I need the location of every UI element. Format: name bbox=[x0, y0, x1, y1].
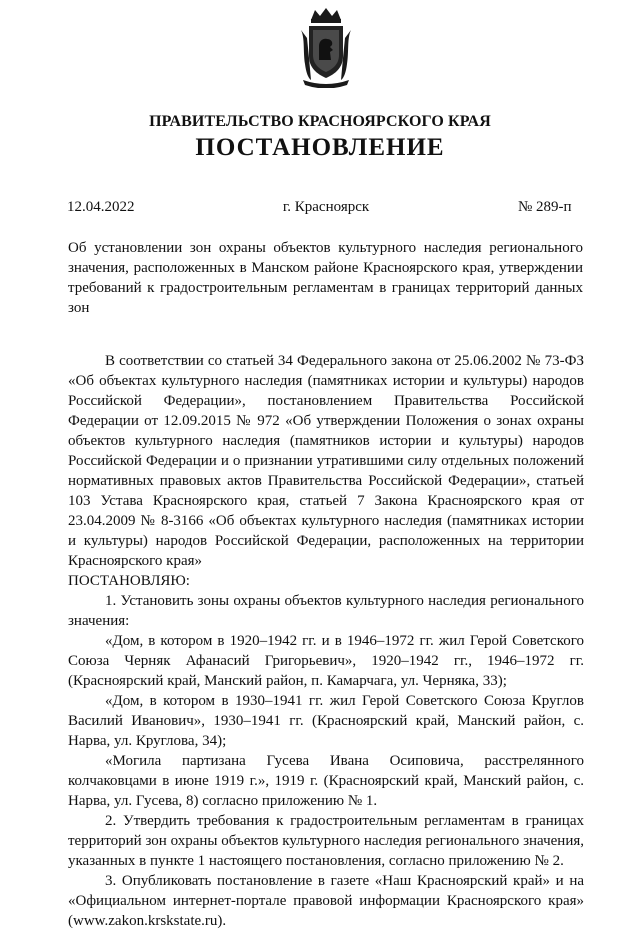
krasnoyarsk-coat-of-arms-icon bbox=[297, 8, 355, 88]
document-city: г. Красноярск bbox=[282, 199, 370, 215]
resolve-word: ПОСТАНОВЛЯЮ: bbox=[68, 573, 190, 589]
document-date: 12.04.2022 bbox=[67, 199, 135, 215]
object-3-paragraph: «Могила партизана Гусева Ивана Осиповича, расстрелянного колчаковцами в июне 1919 г.», 1919 г. (Красноярский край, Манский район, с. Нарва, ул. Гусева, 8) согласно приложению № 1. bbox=[68, 753, 584, 809]
preamble-paragraph: В соответствии со статьей 34 Федерального закона от 25.06.2002 № 73-ФЗ «Об объектах культурного наследия (памятниках истории и культуры) народов Российской Федерации», постановлением Правительства Российской Федерации от 12.09.2015 № 972 «Об утверждении Положения о зонах охраны объектов культурного наследия (памятников истории и культуры) народов Российской Федерации и о признании утратившими силу отдельных положений нормативных правовых актов Правительства Российской Федерации», статьей 103 Устава Красноярского края, статьей 7 Закона Красноярского края от 23.04.2009 № 8-3166 «Об объектах культурного наследия (памятниках истории и культуры) народов Российской Федерации, расположенных на территории Красноярского края» bbox=[68, 353, 584, 569]
document-type-title: ПОСТАНОВЛЕНИЕ bbox=[195, 134, 445, 161]
object-1-paragraph: «Дом, в котором в 1920–1942 гг. и в 1946–1972 гг. жил Герой Советского Союза Черняк Афанасий Григорьевич», 1920–1942 гг., 1946–1972 гг. (Красноярский край, Манский район, п. Камарчага, ул. Черняка, 33); bbox=[68, 633, 584, 689]
item-1-paragraph: 1. Установить зоны охраны объектов культурного наследия регионального значения: bbox=[68, 593, 584, 629]
object-2-paragraph: «Дом, в котором в 1930–1941 гг. жил Герой Советского Союза Круглов Василий Иванович», 1930–1941 гг. (Красноярский край, Манский район, с. Нарва, ул. Круглова, 34); bbox=[68, 693, 584, 749]
item-2-paragraph: 2. Утвердить требования к градостроительным регламентам в границах территорий зон охраны объектов культурного наследия регионального значения, указанных в пункте 1 настоящего постановления, согласно приложению № 2. bbox=[68, 813, 584, 869]
document-body bbox=[68, 351, 584, 931]
document-subject: Об установлении зон охраны объектов культурного наследия регионального значения, расположенных в Манском районе Красноярского края, утверждении требований к градостроительным регламентам в границах территорий данных зон bbox=[68, 240, 583, 316]
document-number: № 289-п bbox=[518, 199, 572, 215]
government-name: ПРАВИТЕЛЬСТВО КРАСНОЯРСКОГО КРАЯ bbox=[149, 113, 491, 130]
item-3-paragraph: 3. Опубликовать постановление в газете «Наш Красноярский край» и на «Официальном интернет-портале правовой информации Красноярского края» (www.zakon.krskstate.ru). bbox=[68, 873, 584, 929]
